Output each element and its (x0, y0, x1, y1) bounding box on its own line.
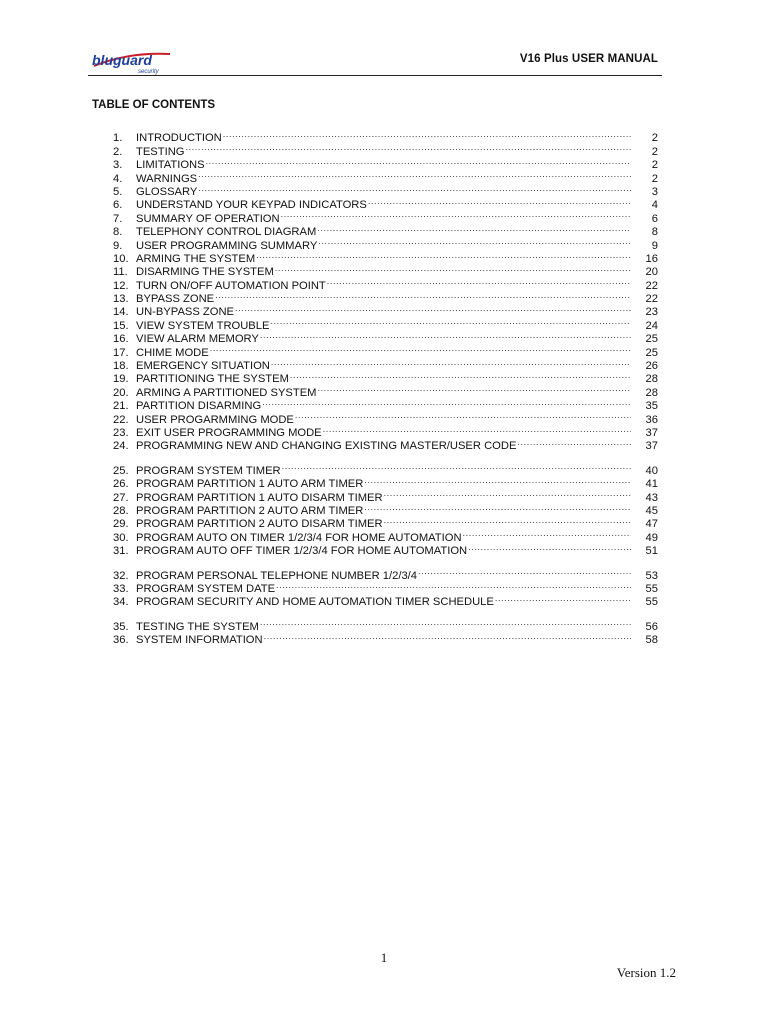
toc-entry-number: 14. (113, 306, 129, 319)
toc-entry-title: PROGRAM SYSTEM DATE (136, 582, 276, 595)
toc-entry-page: 2 (651, 132, 658, 145)
toc-entry-number: 5. (113, 185, 123, 198)
toc-entry-page: 56 (645, 620, 658, 633)
toc-entry-number: 33. (113, 582, 129, 595)
toc-entry (113, 141, 658, 158)
dot-leader (260, 329, 631, 342)
dot-leader (368, 195, 631, 208)
toc-entry-number: 31. (113, 545, 129, 558)
toc-entry-number: 2. (113, 145, 123, 158)
toc-group (113, 565, 658, 609)
toc-entry-page: 51 (645, 545, 658, 558)
toc-entry-page: 3 (651, 185, 658, 198)
dot-leader (260, 616, 631, 629)
toc-entry-number: 3. (113, 159, 123, 172)
toc-entry-title: TURN ON/OFF AUTOMATION POINT (136, 279, 326, 292)
toc-entry-page: 2 (651, 159, 658, 172)
toc-entry-page: 55 (645, 582, 658, 595)
toc-entry-title: CHIME MODE (136, 346, 209, 359)
dot-leader (264, 630, 631, 643)
dot-leader (270, 315, 631, 328)
toc-entry-title: LIMITATIONS (136, 159, 205, 172)
toc-entry-page: 58 (645, 634, 658, 647)
toc-entry-page: 24 (645, 319, 658, 332)
toc-entry-number: 18. (113, 360, 129, 373)
toc-entry-number: 12. (113, 279, 129, 292)
dot-leader (206, 155, 631, 168)
toc-entry-title: TESTING (136, 145, 185, 158)
dot-leader (210, 342, 631, 355)
dot-leader (215, 289, 631, 302)
toc-entry-number: 15. (113, 319, 129, 332)
toc-entry-number: 22. (113, 413, 129, 426)
bluguard-logo (88, 46, 178, 78)
toc-entry-number: 19. (113, 373, 129, 386)
toc-entry-page: 28 (645, 386, 658, 399)
manual-title: V16 Plus USER MANUAL (519, 53, 658, 65)
toc-entry-page: 22 (645, 293, 658, 306)
toc-entry-page: 4 (651, 199, 658, 212)
toc-entry-number: 17. (113, 346, 129, 359)
toc-entry-title: UN-BYPASS ZONE (136, 306, 235, 319)
toc-entry-title: PROGRAM SYSTEM TIMER (136, 464, 281, 477)
toc-entry-title: EMERGENCY SITUATION (136, 360, 270, 373)
toc-entry-title: WARNINGS (136, 172, 198, 185)
toc-entry-number: 30. (113, 531, 129, 544)
dot-leader (495, 592, 631, 605)
toc-entry-number: 11. (113, 266, 128, 279)
toc-entry-title: USER PROGRAMMING SUMMARY (136, 239, 318, 252)
toc-entry-title: PROGRAM AUTO ON TIMER 1/2/3/4 FOR HOME AUTOMATION (136, 531, 462, 544)
toc-entry-title: VIEW SYSTEM TROUBLE (136, 319, 270, 332)
dot-leader (384, 514, 631, 527)
toc-entry-page: 35 (645, 400, 658, 413)
toc-entry-title: SYSTEM INFORMATION (136, 634, 263, 647)
toc-entry-page: 20 (645, 266, 658, 279)
toc-entry-page: 53 (645, 569, 658, 582)
toc-entry-title: PARTITIONING THE SYSTEM (136, 373, 289, 386)
toc-entry-title: PROGRAM SECURITY AND HOME AUTOMATION TIMER SCHEDULE (136, 596, 494, 609)
toc-entry-page: 37 (645, 440, 658, 453)
toc-entry-title: SUMMARY OF OPERATION (136, 212, 280, 225)
toc-entry-page: 25 (645, 333, 658, 346)
toc-entry-title: UNDERSTAND YOUR KEYPAD INDICATORS (136, 199, 367, 212)
table-of-contents (113, 128, 658, 654)
toc-entry-page: 40 (645, 464, 658, 477)
dot-leader (364, 474, 631, 487)
toc-entry (113, 128, 658, 145)
dot-leader (364, 501, 631, 514)
toc-entry-number: 26. (113, 478, 129, 491)
toc-entry-title: ARMING THE SYSTEM (136, 252, 256, 265)
toc-entry-title: INTRODUCTION (136, 132, 222, 145)
toc-entry-number: 23. (113, 426, 129, 439)
toc-entry-number: 34. (113, 596, 129, 609)
toc-entry-number: 21. (113, 400, 129, 413)
page-number: 1 (380, 950, 388, 965)
dot-leader (198, 168, 631, 181)
dot-leader (317, 222, 631, 235)
toc-entry (113, 155, 658, 172)
toc-entry-title: PROGRAM AUTO OFF TIMER 1/2/3/4 FOR HOME AUTOMATION (136, 545, 468, 558)
toc-entry-page: 26 (645, 360, 658, 373)
toc-group (113, 128, 658, 453)
toc-entry-number: 6. (113, 199, 123, 212)
toc-entry-page: 22 (645, 279, 658, 292)
dot-leader (271, 356, 631, 369)
toc-entry-page: 23 (645, 306, 658, 319)
toc-entry-number: 29. (113, 518, 129, 531)
toc-entry-page: 55 (645, 596, 658, 609)
toc-entry-number: 35. (113, 620, 129, 633)
dot-leader (418, 565, 631, 578)
toc-entry-page: 43 (645, 491, 658, 504)
toc-entry-title: PROGRAM PARTITION 1 AUTO DISARM TIMER (136, 491, 383, 504)
toc-entry-page: 9 (651, 239, 658, 252)
dot-leader (276, 579, 631, 592)
toc-entry-title: PARTITION DISARMING (136, 400, 262, 413)
toc-entry-page: 45 (645, 504, 658, 517)
toc-entry-page: 6 (651, 212, 658, 225)
toc-entry-number: 16. (113, 333, 129, 346)
logo-text: bluguard (92, 52, 152, 68)
toc-entry-number: 10. (113, 252, 129, 265)
dot-leader (295, 409, 631, 422)
dot-leader (317, 382, 631, 395)
toc-heading: TABLE OF CONTENTS (92, 99, 216, 111)
dot-leader (323, 423, 631, 436)
toc-entry-title: GLOSSARY (136, 185, 198, 198)
toc-entry-number: 7. (113, 212, 123, 225)
dot-leader (185, 141, 631, 154)
dot-leader (517, 436, 631, 449)
toc-entry-number: 32. (113, 569, 129, 582)
dot-leader (290, 369, 631, 382)
toc-entry-title: DISARMING THE SYSTEM (136, 266, 274, 279)
toc-entry (113, 616, 658, 633)
toc-entry-number: 13. (113, 293, 129, 306)
dot-leader (384, 487, 631, 500)
toc-entry-title: PROGRAM PARTITION 2 AUTO ARM TIMER (136, 504, 364, 517)
toc-entry-page: 41 (645, 478, 658, 491)
version-label: Version 1.2 (616, 965, 676, 980)
toc-group (113, 460, 658, 558)
toc-entry-title: PROGRAM PERSONAL TELEPHONE NUMBER 1/2/3/4 (136, 569, 418, 582)
logo-subtext: security (138, 69, 159, 75)
toc-group (113, 616, 658, 647)
toc-entry-number: 24. (113, 440, 129, 453)
toc-entry-page: 49 (645, 531, 658, 544)
toc-entry-number: 1. (113, 132, 123, 145)
toc-entry-page: 16 (645, 252, 658, 265)
toc-entry (113, 460, 658, 477)
dot-leader (281, 208, 631, 221)
dot-leader (327, 275, 631, 288)
toc-entry-number: 20. (113, 386, 129, 399)
toc-entry-number: 9. (113, 239, 123, 252)
toc-entry-page: 28 (645, 373, 658, 386)
toc-entry-number: 28. (113, 504, 129, 517)
toc-entry-page: 47 (645, 518, 658, 531)
toc-entry-title: BYPASS ZONE (136, 293, 215, 306)
toc-entry-title: TELEPHONY CONTROL DIAGRAM (136, 226, 317, 239)
toc-entry-page: 25 (645, 346, 658, 359)
toc-entry-title: ARMING A PARTITIONED SYSTEM (136, 386, 317, 399)
toc-entry-page: 2 (651, 145, 658, 158)
toc-entry-page: 8 (651, 226, 658, 239)
toc-entry-page: 37 (645, 426, 658, 439)
toc-entry-number: 8. (113, 226, 123, 239)
toc-entry-number: 27. (113, 491, 129, 504)
toc-entry-title: TESTING THE SYSTEM (136, 620, 259, 633)
dot-leader (318, 235, 631, 248)
toc-entry-title: PROGRAM PARTITION 1 AUTO ARM TIMER (136, 478, 364, 491)
toc-entry-title: PROGRAMMING NEW AND CHANGING EXISTING MASTER/USER CODE (136, 440, 517, 453)
toc-entry-title: PROGRAM PARTITION 2 AUTO DISARM TIMER (136, 518, 383, 531)
dot-leader (275, 262, 631, 275)
toc-entry-number: 25. (113, 464, 129, 477)
toc-entry-number: 4. (113, 172, 123, 185)
dot-leader (198, 182, 631, 195)
header-divider (88, 75, 662, 76)
dot-leader (223, 128, 631, 141)
dot-leader (262, 396, 631, 409)
toc-entry (113, 565, 658, 582)
toc-entry-title: VIEW ALARM MEMORY (136, 333, 259, 346)
dot-leader (282, 460, 631, 473)
dot-leader (468, 541, 631, 554)
dot-leader (235, 302, 631, 315)
toc-entry-title: EXIT USER PROGRAMMING MODE (136, 426, 322, 439)
dot-leader (463, 527, 631, 540)
toc-entry-title: USER PROGARMMING MODE (136, 413, 294, 426)
dot-leader (256, 249, 631, 262)
toc-entry-number: 36. (113, 634, 129, 647)
toc-entry-page: 2 (651, 172, 658, 185)
toc-entry-page: 36 (645, 413, 658, 426)
